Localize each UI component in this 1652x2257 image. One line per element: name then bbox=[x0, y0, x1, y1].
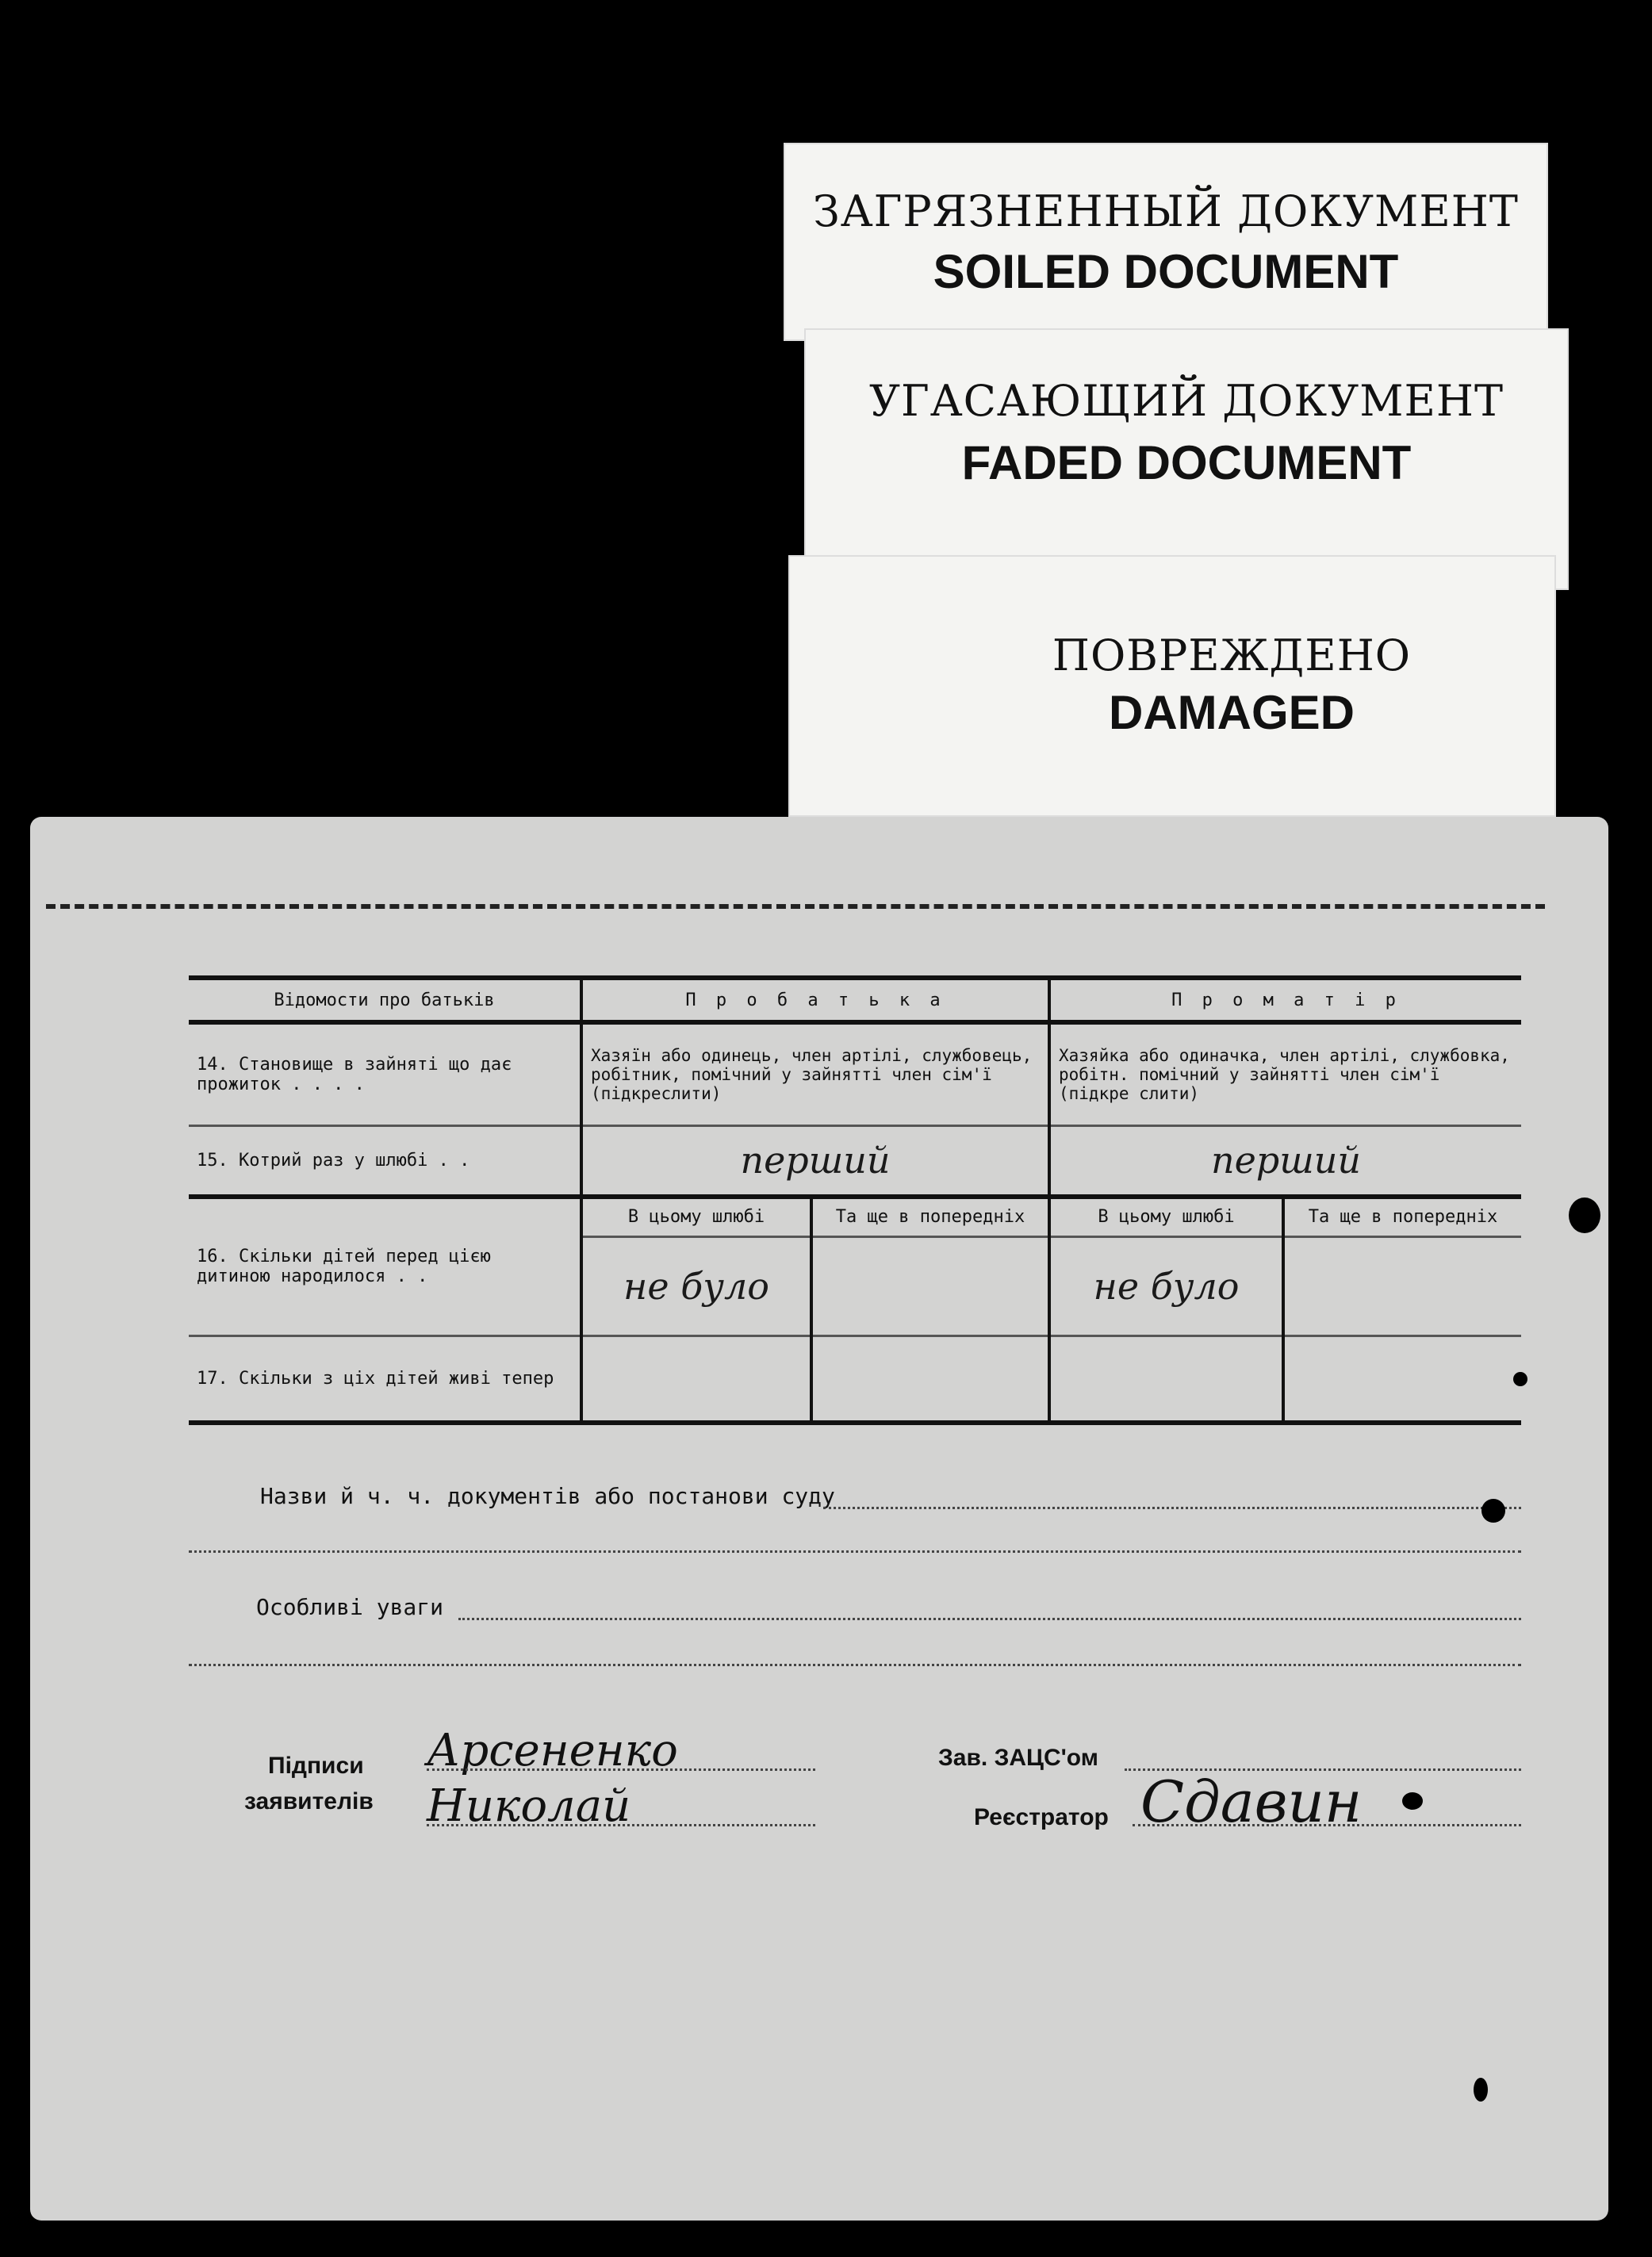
signature-line-1 bbox=[427, 1768, 815, 1771]
header-parents: Відомости про батьків bbox=[189, 978, 581, 1022]
row14-mother: Хазяйка або одиначка, член артілі, службовка, робітн. помічний у зайнятті член сім'ї (підкре слити) bbox=[1049, 1022, 1521, 1125]
row17-cell bbox=[581, 1335, 811, 1423]
registrar-label: Реєстратор bbox=[974, 1804, 1109, 1830]
row15-label: 15. Котрий раз у шлюбі . . bbox=[189, 1125, 581, 1197]
row15-father: перший bbox=[581, 1125, 1049, 1197]
documents-label: Назви й ч. ч. документів або постанови суду bbox=[260, 1483, 835, 1509]
soiled-document-label bbox=[784, 143, 1548, 341]
subheader: Та ще в попередніх bbox=[811, 1197, 1049, 1236]
row16-mother-previous bbox=[1283, 1236, 1521, 1335]
header-mother: П р о м а т і р bbox=[1049, 978, 1521, 1022]
notes-line bbox=[458, 1618, 1521, 1620]
stain bbox=[1569, 1197, 1600, 1233]
registrar-line bbox=[1133, 1824, 1521, 1826]
label-ru: УГАСАЮЩИЙ ДОКУМЕНТ bbox=[868, 376, 1504, 426]
stain bbox=[1513, 1372, 1527, 1386]
row16-father: не було bbox=[581, 1236, 811, 1335]
row16-label: 16. Скільки дітей перед цією дитиною народилося . . bbox=[189, 1197, 581, 1335]
row15-mother: перший bbox=[1049, 1125, 1521, 1197]
documents-line bbox=[823, 1507, 1521, 1509]
head-label: Зав. ЗАЦС'ом bbox=[938, 1745, 1098, 1771]
notes-line-2 bbox=[189, 1664, 1521, 1666]
label-ru: ПОВРЕЖДЕНО bbox=[1052, 630, 1412, 680]
row14-father: Хазяїн або одинець, член артілі, службовець, робітник, помічний у зайнятті член сім'ї (підкреслити) bbox=[581, 1022, 1049, 1125]
signature-line-2 bbox=[427, 1824, 815, 1826]
row17-cell bbox=[811, 1335, 1049, 1423]
signatures-label: Підписи bbox=[268, 1753, 364, 1779]
signature-name: Николай bbox=[427, 1780, 631, 1832]
row16-mother: не було bbox=[1049, 1236, 1283, 1335]
header-father: П р о б а т ь к а bbox=[581, 978, 1049, 1022]
label-en: DAMAGED bbox=[1109, 686, 1355, 739]
row16-father-previous bbox=[811, 1236, 1049, 1335]
parents-table bbox=[189, 975, 1521, 1425]
label-ru: ЗАГРЯЗНЕННЫЙ ДОКУМЕНТ bbox=[813, 186, 1519, 236]
registration-form bbox=[30, 817, 1608, 2221]
damaged-label bbox=[788, 555, 1556, 817]
notes-label: Особливі уваги bbox=[256, 1594, 444, 1620]
registrar-signature: Сдавин bbox=[1140, 1768, 1363, 1835]
label-en: FADED DOCUMENT bbox=[961, 436, 1412, 489]
subheader: В цьому шлюбі bbox=[581, 1197, 811, 1236]
row14-label: 14. Становище в зайняті що дає прожиток . . . . bbox=[189, 1022, 581, 1125]
stain bbox=[1481, 1499, 1505, 1523]
subheader: Та ще в попередніх bbox=[1283, 1197, 1521, 1236]
label-en: SOILED DOCUMENT bbox=[933, 245, 1399, 298]
row17-cell bbox=[1049, 1335, 1283, 1423]
signatures-label-2: заявителів bbox=[244, 1788, 374, 1814]
row17-label: 17. Скільки з ціх дітей живі тепер bbox=[189, 1335, 581, 1423]
stain bbox=[1402, 1792, 1423, 1810]
row17-cell bbox=[1283, 1335, 1521, 1423]
documents-line-2 bbox=[189, 1550, 1521, 1553]
stain bbox=[1474, 2078, 1488, 2102]
subheader: В цьому шлюбі bbox=[1049, 1197, 1283, 1236]
faded-document-label bbox=[804, 328, 1569, 590]
perforation-line bbox=[46, 904, 1545, 909]
signature-surname: Арсененко bbox=[427, 1725, 678, 1776]
